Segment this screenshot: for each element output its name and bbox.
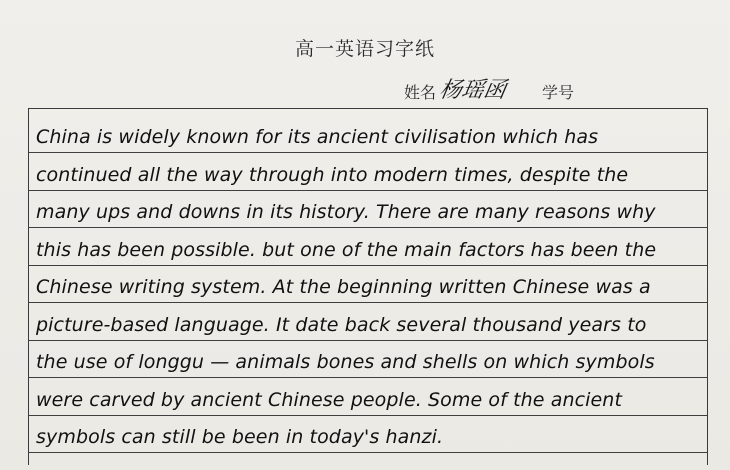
handwritten-line: this has been possible. but one of the main factors has been the bbox=[36, 239, 657, 261]
handwritten-line: many ups and downs in its history. There are many reasons why bbox=[36, 201, 656, 223]
name-label: 姓名 bbox=[404, 82, 437, 102]
ruled-line bbox=[28, 190, 708, 191]
handwritten-line: China is widely known for its ancient civilisation which has bbox=[36, 126, 599, 148]
student-id-label: 学号 bbox=[542, 82, 575, 102]
sheet-title: 高一英语习字纸 bbox=[294, 38, 435, 60]
handwritten-line: were carved by ancient Chinese people. Some of the ancient bbox=[36, 389, 622, 411]
ruled-line bbox=[28, 227, 708, 228]
signature bbox=[437, 73, 528, 113]
handwritten-line: Chinese writing system. At the beginning written Chinese was a bbox=[36, 276, 651, 298]
ruled-line bbox=[28, 265, 708, 266]
handwritten-line: symbols can still be been in today's hanzi. bbox=[36, 426, 444, 448]
ruled-line bbox=[28, 152, 708, 153]
signature-text: 杨瑶函 bbox=[437, 78, 508, 103]
ruled-line bbox=[28, 377, 708, 378]
student-info bbox=[404, 76, 574, 106]
handwritten-line: continued all the way through into modern times, despite the bbox=[36, 164, 629, 186]
ruled-line bbox=[28, 452, 708, 453]
ruled-line bbox=[28, 415, 708, 416]
handwritten-line: picture-based language. It date back several thousand years to bbox=[36, 314, 647, 336]
ruled-line bbox=[28, 302, 708, 303]
ruled-line bbox=[28, 340, 708, 341]
handwritten-line: the use of longgu — animals bones and shells on which symbols bbox=[36, 351, 655, 373]
